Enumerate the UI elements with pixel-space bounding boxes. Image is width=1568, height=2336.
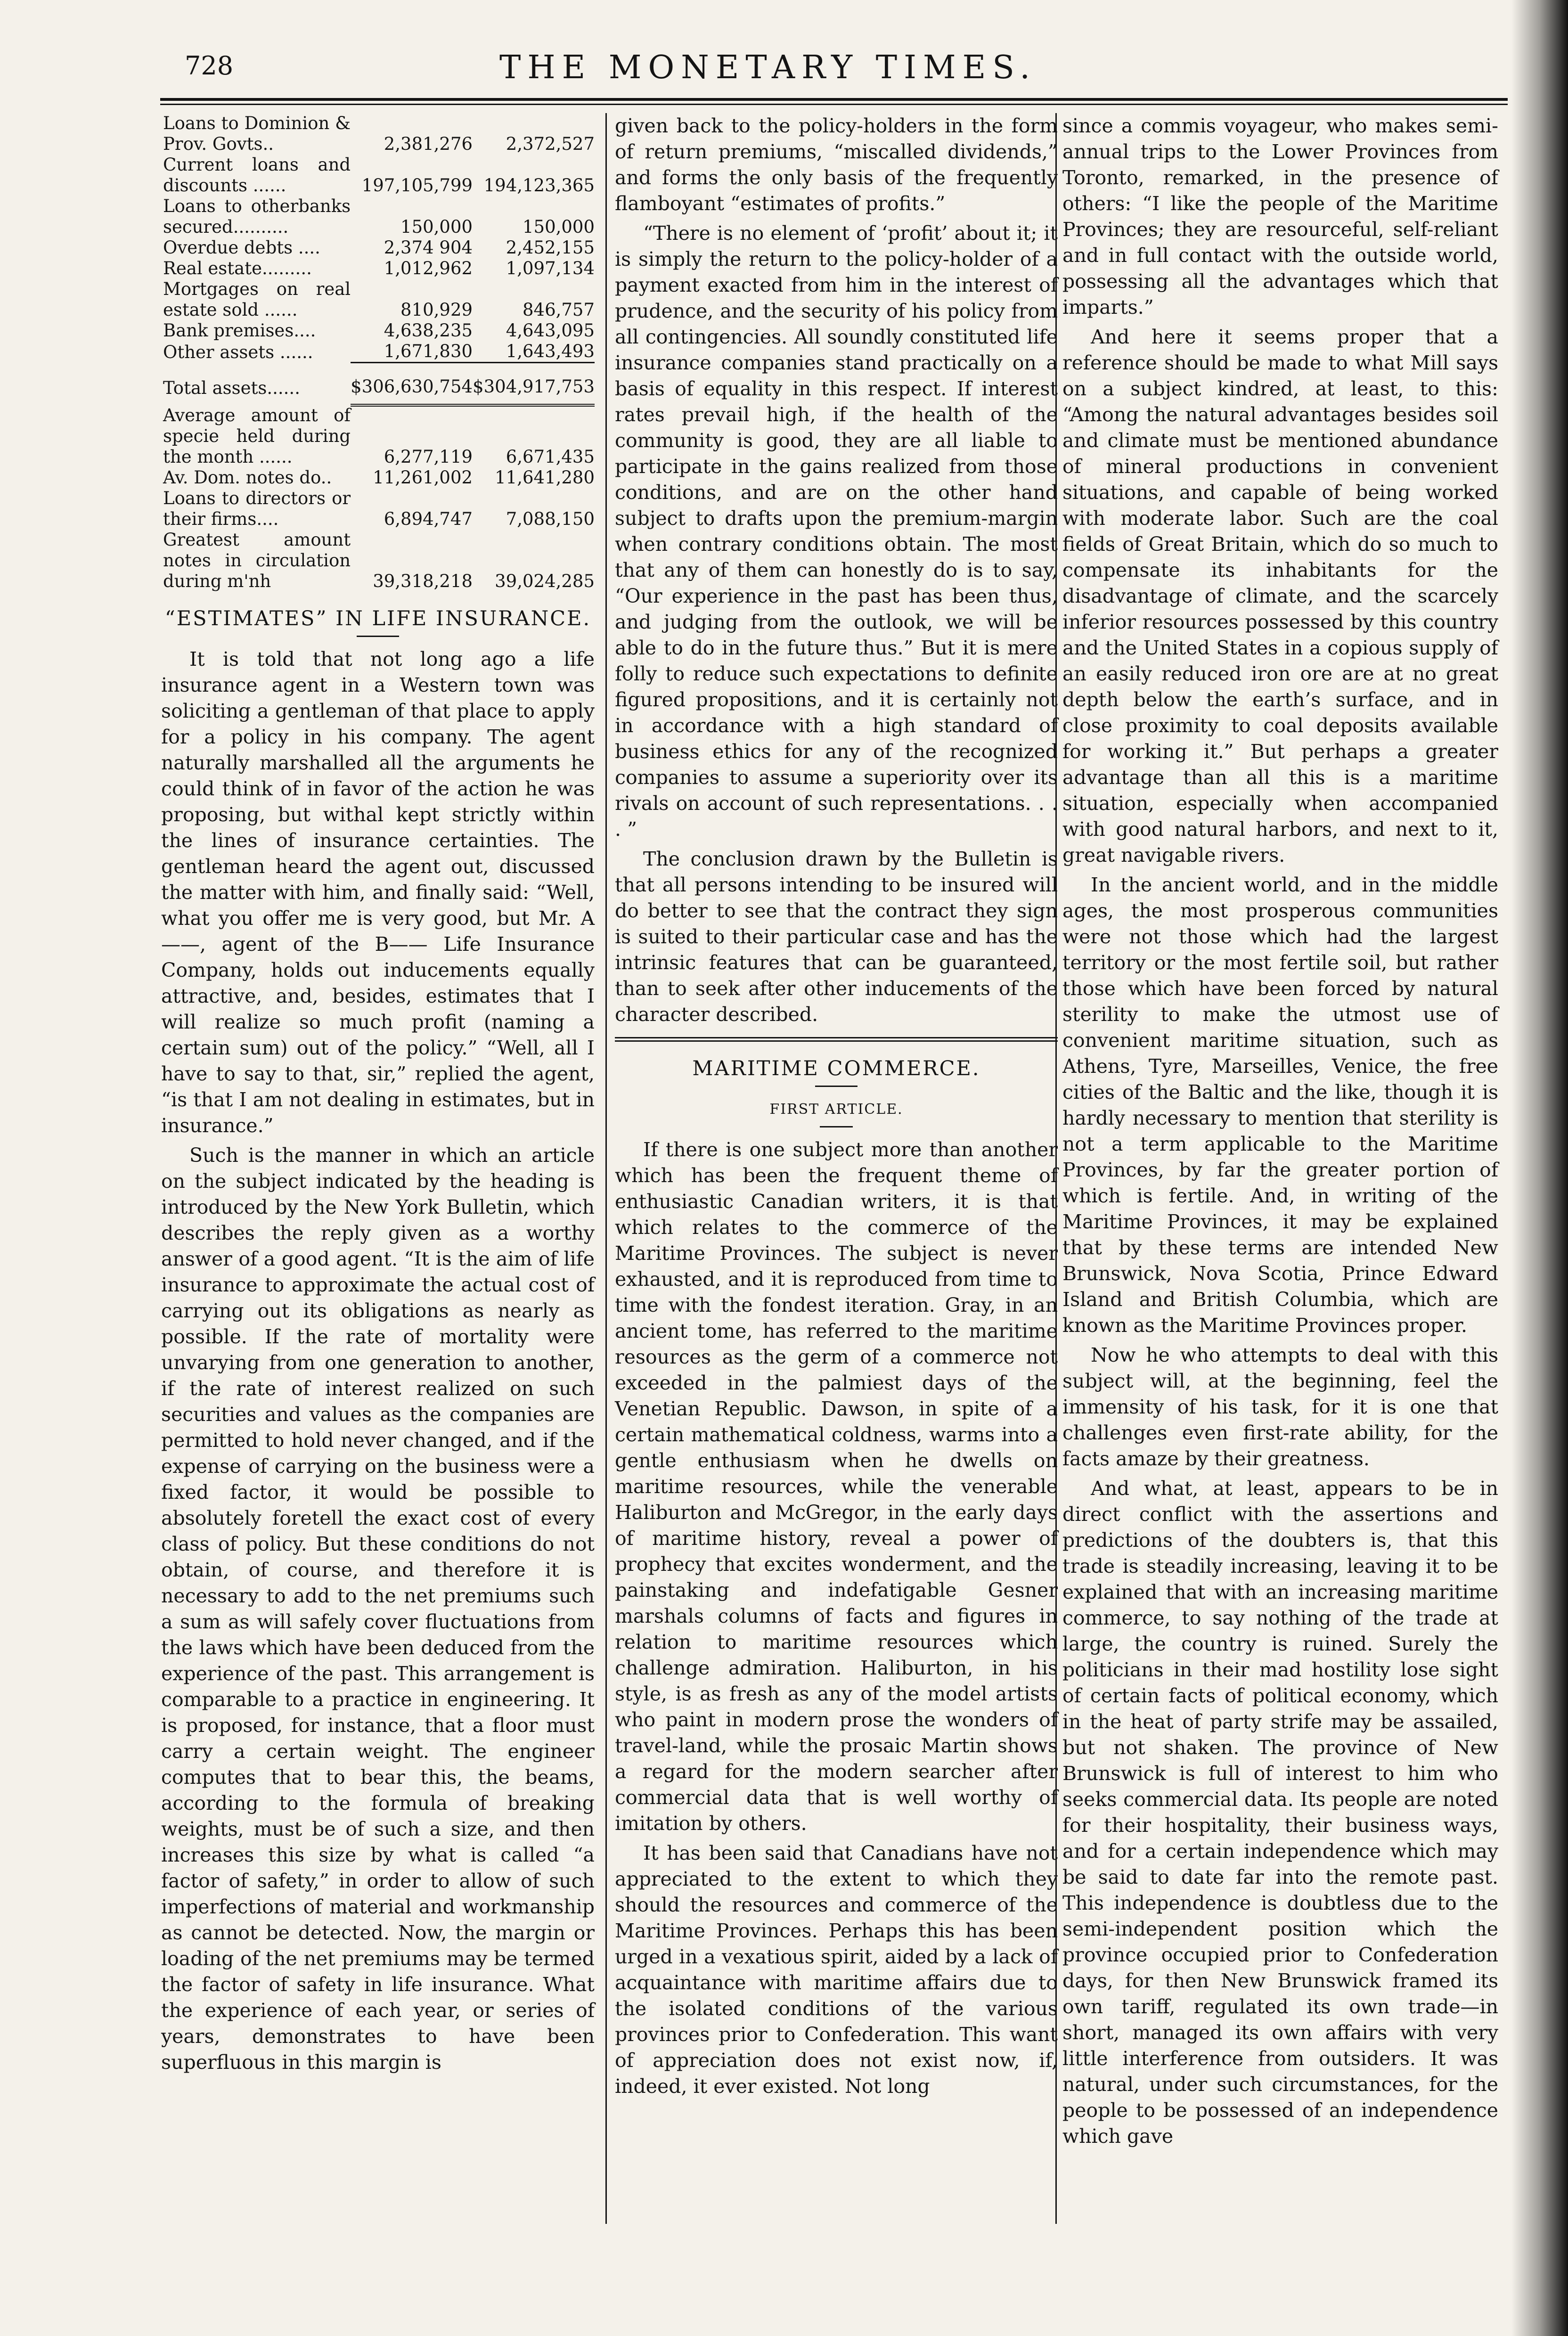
value-col-1: 1,671,830 [384,341,473,361]
article-heading-life-insurance: “ESTIMATES” IN LIFE INSURANCE. [164,607,591,630]
value-col-2: 39,024,285 [495,571,595,591]
article-heading-maritime: MARITIME COMMERCE. [692,1057,980,1080]
value-col-2: 1,643,493 [506,341,595,361]
table-row [161,155,595,196]
paragraph: given back to the policy-holders in the form of return premiums, “miscalled dividends,” and forms the only basis of the frequently flamboyant “estimates of profits.” [615,114,1058,215]
article-maritime-part2 [1062,113,1498,2149]
table-row [161,467,595,488]
value-col-1: 6,894,747 [384,509,473,529]
table-row [161,196,595,237]
table-row [161,405,595,467]
value-col-1: 810,929 [400,300,473,320]
column-1 [161,113,595,2079]
article-life-insurance-part2 [615,113,1058,1028]
value-col-2: 150,000 [522,217,595,237]
row-label: Total assets...... [163,378,300,398]
paragraph: If there is one subject more than another which has been the frequent theme of enthusiastic Canadian writers, it is that which relates to the commerce of the Maritime Provinces. The subject is never exhausted, and it is reproduced from time to time with the fondest iteration. Gray, in an ancient tome, has referred to the maritime resources as the germ of a commerce not exceeded in the palmiest days of the Venetian Republic. Dawson, in spite of a certain mathematical coldness, warms into a gentle enthusiasm when he dwells on maritime resources, while the venerable Haliburton and McGregor, in the early days of maritime history, reveal a power of prophecy that excites wonderment, and the painstaking and indefatigable Gesner marshals columns of facts and figures in relation to maritime resources which challenge admiration. Haliburton, in his style, is as fresh as any of the model artists who paint in modern prose the wonders of travel-land, while the prosaic Martin shows a regard for the modern searcher after commercial data that is well worthy of imitation by others. [615,1138,1058,1835]
paragraph: The conclusion drawn by the Bulletin is that all persons intending to be insured will do better to see that the contract they sign is suited to their particular case and has the intrinsic features that can be guaranteed, than to seek after other inducements of the character described. [615,848,1058,1026]
assets-table [161,113,595,592]
table-row [161,530,595,592]
table-row [161,320,595,341]
article-subheading: FIRST ARTICLE. [769,1101,903,1118]
value-col-2: 194,123,365 [483,175,595,196]
paragraph: Now he who attempts to deal with this subject will, at the beginning, feel the immensity of his task, for it is one that challenges even first-rate ability, for the facts amaze by their greatness. [1062,1344,1498,1470]
row-label: Current loans and discounts ...... [163,155,351,196]
heading-dash [815,1086,858,1087]
paragraph: Such is the manner in which an article on the subject indicated by the heading is introduced by the New York Bulletin, which describes the reply given as a worthy answer of a good agent. “It is the aim of life insurance to approximate the actual cost of carrying out its obligations as nearly as possible. If the rate of mortality were unvarying from one generation to another, if the rate of interest realized on such securities and values as the companies are permitted to hold never changed, and if the expense of carrying on the business were a fixed factor, it would be possible to absolutely foretell the exact cost of every class of policy. But these conditions do not obtain, of course, and therefore it is necessary to add to the net premiums such a sum as will safely cover fluctuations from the laws which have been deduced from the experience of the past. This arrangement is comparable to a practice in engineering. It is proposed, for instance, that a floor must carry a certain weight. The engineer computes that to bear this, the beams, according to the formula of breaking weights, must be of such a size, and then increases this size by what is called “a factor of safety,” in order to allow of such imperfections of material and workmanship as cannot be detected. Now, the margin or loading of the net premiums may be termed the factor of safety in life insurance. What the experience of each year, or series of years, demonstrates to have been superfluous in this margin is [161,1144,595,2074]
page-number: 728 [185,51,234,81]
value-col-1: 197,105,799 [361,175,473,196]
paragraph: And what, at least, appears to be in direct conflict with the assertions and predictions of the doubters is, that this trade is steadily increasing, leaving it to be explained that with an increasing maritime commerce, to say nothing of the trade at large, the country is ruined. Surely the politicians in their mad hostility lose sight of certain facts of political economy, which in the heat of party strife may be assailed, but not shaken. The province of New Brunswick is full of interest to him who seeks commercial data. Its people are noted for their hospitality, their business ways, and for a certain independence which may be said to date far into the remote past. This independence is doubtless due to the semi-independent position which the province occupied prior to Confederation days, for then New Brunswick framed its own tariff, regulated its own trade—in short, managed its own affairs with very little interference from outsiders. It was natural, under such circumstances, for the people to be possessed of an independence which gave [1062,1477,1498,2148]
value-col-1: 1,012,962 [384,258,473,278]
page-edge-shadow [1511,0,1568,2336]
table-row [161,341,595,363]
value-col-1: $306,630,754 [351,363,473,406]
column-divider-1 [605,113,607,2224]
row-label: Greatest amount notes in circulation during m'nh [163,530,351,591]
row-label: Real estate......... [163,258,312,278]
value-col-2: 846,757 [522,300,595,320]
value-col-2: 2,372,527 [506,134,595,154]
row-label: Bank premises.... [163,320,316,341]
article-separator-2 [615,1040,1058,1042]
value-col-2: 6,671,435 [506,447,595,467]
column-2 [615,113,1058,2103]
value-col-2: 4,643,095 [506,320,595,341]
row-label: Loans to otherbanks secured.......... [163,196,351,237]
table-row [161,279,595,320]
article-separator [615,1037,1058,1038]
paragraph: It is told that not long ago a life insurance agent in a Western town was soliciting a gentleman of that place to apply for a policy in his company. The agent naturally marshalled all the arguments he could think of in favor of the action he was proposing, but withal kept strictly within the lines of insurance certainties. The gentleman heard the agent out, discussed the matter with him, and finally said: “Well, what you offer me is very good, but Mr. A——, agent of the B—— Life Insurance Company, holds out inducements equally attractive, and, besides, estimates that I will realize so much profit (naming a certain sum) out of the policy.” “Well, all I have to say to that, sir,” replied the agent, “is that I am not dealing in estimates, but in insurance.” [161,648,595,1137]
paragraph: “There is no element of ‘profit’ about it; it is simply the return to the policy-holder of a payment exacted from him in the interest of prudence, and the security of his policy from all contingencies. All soundly constituted life insurance companies stand practically on a basis of equality in this respect. If interest rates prevail high, if the health of the community is good, they are all liable to participate in the gains realized from those conditions, and are on the other hand subject to drafts upon the premium-margin when contrary conditions obtain. The most that any of them can honestly do is to say, “Our experience in the past has been thus, and judging from the outlook, we will be able to do in the future thus.” But it is mere folly to reduce such expectations to definite figured propositions, and it is certainly not in accordance with a high standard of business ethics for any of the recognized companies to assume a superiority over its rivals on account of such representations. . . . ” [615,222,1058,841]
value-col-2: 2,452,155 [506,237,595,258]
table-row [161,237,595,258]
heading-dash [357,636,399,637]
subheading-dash [820,1126,853,1127]
row-label: Mortgages on real estate sold ...... [163,279,351,320]
table-row [161,363,595,406]
paragraph: It has been said that Canadians have not appreciated to the extent to which they should the resources and commerce of the Maritime Provinces. Perhaps this has been urged in a vexatious spirit, aided by a lack of acquaintance with maritime affairs due to the isolated conditions of the various provinces prior to Confederation. This want of appreciation does not exist now, if, indeed, it ever existed. Not long [615,1842,1058,2098]
column-3 [1062,113,1498,2153]
row-label: Loans to directors or their firms.... [163,488,351,529]
row-label: Overdue debts .... [163,237,320,258]
value-col-1: 150,000 [400,217,473,237]
value-col-1: 2,381,276 [384,134,473,154]
table-row [161,488,595,530]
table-row [161,113,595,155]
value-col-2: 1,097,134 [506,258,595,278]
header-rule [160,98,1508,101]
value-col-1: 39,318,218 [373,571,473,591]
article-life-insurance-part1 [161,646,595,2075]
article-maritime-part1 [615,1137,1058,2099]
value-col-1: 11,261,002 [373,467,473,488]
value-col-1: 2,374 904 [384,237,473,258]
value-col-2: $304,917,753 [473,363,595,406]
table-row [161,258,595,279]
row-label: Other assets ...... [163,342,313,362]
value-col-1: 6,277,119 [384,447,473,467]
value-col-2: 7,088,150 [506,509,595,529]
newspaper-title: THE MONETARY TIMES. [499,49,1037,86]
paragraph: And here it seems proper that a reference should be made to what Mill says on a subject kindred, at least, to this: “Among the natural advantages besides soil and climate must be mentioned abundance of mineral productions in convenient situations, and capable of being worked with moderate labor. Such are the coal fields of Great Britain, which do so much to compensate its inhabitants for the disadvantage of climate, and the scarcely inferior resources possessed by this country and the United States in a copious supply of an easily reduced iron ore are at no great depth below the earth’s surface, and in close proximity to coal deposits available for working it.” But perhaps a greater advantage than all this is a maritime situation, especially when accompanied with good natural harbors, and next to it, great navigable rivers. [1062,326,1498,866]
row-label: Av. Dom. notes do.. [163,467,332,488]
paragraph: since a commis voyageur, who makes semi-annual trips to the Lower Provinces from Toronto, remarked, in the presence of others: “I like the people of the Maritime Provinces; they are resourceful, self-reliant and in full contact with the outside world, possessing all the advantages which that imparts.” [1062,114,1498,319]
value-col-1: 4,638,235 [384,320,473,341]
paragraph: In the ancient world, and in the middle ages, the most prosperous communities were not those which had the largest territory or the most fertile soil, but rather those which have been forced by natural sterility to make the utmost use of convenient maritime situation, such as Athens, Tyre, Marseilles, Venice, the free cities of the Baltic and the like, though it is hardly necessary to mention that sterility is not a term applicable to the Maritime Provinces, by far the greater portion of which is fertile. And, in writing of the Maritime Provinces, it may be explained that by these terms are intended New Brunswick, Nova Scotia, Prince Edward Island and British Columbia, which are known as the Maritime Provinces proper. [1062,874,1498,1337]
row-label: Average amount of specie held during the month ...... [163,405,351,467]
header-rule-thin [160,104,1508,105]
value-col-2: 11,641,280 [495,467,595,488]
row-label: Loans to Dominion & Prov. Govts.. [163,113,351,154]
